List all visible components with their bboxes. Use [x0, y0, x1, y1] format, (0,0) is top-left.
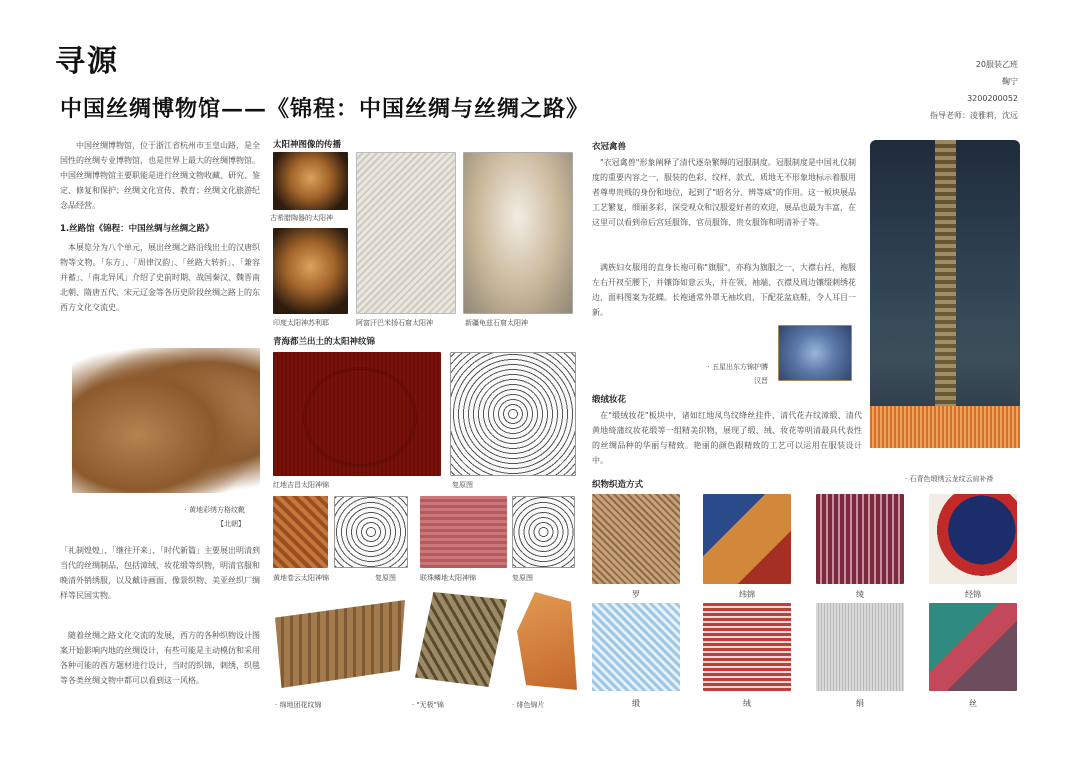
xinjiang-caption: 新疆龟兹石窟太阳神: [465, 319, 528, 327]
weave-jingjin-label: 经锦: [965, 590, 981, 599]
author-info: [930, 56, 1018, 124]
restoration-drawing-image: [450, 352, 576, 476]
intro-paragraph: 中国丝绸博物馆，位于浙江省杭州市玉皇山路，是全国性的丝绸专业博物馆，也是世界上最大的丝绸博物馆。中国丝绸博物馆主要职能是进行丝绸文物收藏、研究、鉴定、修复和保护；丝绸文化宣传、教育；丝绸文化旅游纪念品经营。: [60, 141, 260, 210]
pink-restoration-image: [512, 496, 575, 568]
weave-rong-label: 绒: [743, 699, 751, 708]
india-caption: 印度太阳神苏利耶: [273, 319, 329, 327]
gold-cloud-brocade-image: [273, 496, 328, 568]
robe-image: [870, 140, 1020, 448]
afghan-sun-god-image: [356, 152, 456, 314]
gold-restoration-caption: 复原图: [375, 574, 396, 582]
page-title: 中国丝绸博物馆——《锦程：中国丝绸与丝绸之路》: [60, 96, 590, 122]
student-id: 3200200052: [967, 94, 1018, 103]
fragment-red-image: [517, 592, 577, 690]
weave-weijin-swatch: [703, 494, 791, 584]
gold-brocade-caption: 黄地卷云太阳神锦: [273, 574, 329, 582]
boots-image: [72, 348, 260, 493]
boots-era: 【北朝】: [217, 520, 245, 528]
weave-jingjin-swatch: [929, 494, 1017, 584]
boots-caption: · 黄地彩绣方格纹靴: [184, 506, 245, 514]
paragraph-two: 「礼制煌煌」、「继往开来」、「时代新篇」主要展出明清到当代的丝绸制品，包括漳绒、妆花缎等织物，明清官服和晚清外销绣服，以及戴诗画面、像景织物、美亚丝织厂绸样等民国实物。: [60, 546, 260, 600]
weave-ling-swatch: [816, 494, 904, 584]
pink-brocade-image: [420, 496, 507, 568]
robe-caption: · 石青色缎绣云龙纹云肩补褂: [905, 475, 994, 483]
fragment-wuji-caption: · "无极"锦: [412, 701, 444, 709]
fragment-floral-caption: · 绵地团花纹锦: [275, 701, 322, 709]
pink-brocade-caption: 联珠鳞地太阳神锦: [420, 574, 476, 582]
weave-juan-label: 绢: [856, 699, 864, 708]
afghan-caption: 阿富汗巴米扬石窟太阳神: [356, 319, 433, 327]
satin-heading: 缎绒妆花: [592, 395, 627, 405]
greek-sun-god-image: [273, 152, 348, 210]
qipao-text: 满族妇女服用的直身长袍可称"旗服"，亦称为旗服之一，大襟右衽，袍服左右开衩至腰下，并镶饰如意云头，并在领、袖端、衣襟及周边镶缀刺绣花边，面料图案为花蝶。长袍通常外罩无袖坎肩，下配花盆底鞋，令人耳目一新。: [592, 263, 856, 317]
india-sun-god-image: [273, 228, 348, 314]
restoration-caption: 复原图: [452, 481, 473, 489]
satin-text: 在"缎绒妆花"板块中，诸如红地凤鸟纹绛丝挂件、清代花卉纹漳缎、清代黄地绮蒲纹妆花缎等一组精美织物，展现了缎、绒、妆花等明清最具代表性的丝绸品种的华丽与精致。艳丽的颜色跟精致的工艺可以运用在服装设计中。: [592, 411, 862, 465]
gold-restoration-image: [334, 496, 408, 568]
weave-juan-swatch: [816, 603, 904, 691]
weave-ling-label: 绫: [856, 590, 864, 599]
weave-duan-swatch: [592, 603, 680, 691]
sun-god-heading: 太阳神图像的传播: [273, 140, 342, 150]
weave-si-swatch: [929, 603, 1017, 691]
robe-heading: 衣冠禽兽: [592, 142, 627, 152]
weave-heading: 织物织造方式: [592, 480, 644, 490]
red-brocade-caption: 红地吉昌太阳神锦: [273, 481, 329, 489]
weave-si-label: 丝: [969, 699, 977, 708]
weave-luo-label: 罗: [632, 590, 640, 599]
section-text: 本展览分为八个单元，展出丝绸之路沿线出土的汉唐织物等文物。「东方」、「周律汉韵」、「丝路大转折」、「兼容并蓄」、「南北异风」介绍了史前时期、战国秦汉、魏晋南北朝、隋唐五代、宋元辽金等各历史阶段丝绸之路上的东西方文化交流史。: [60, 243, 260, 312]
fragment-floral-image: [275, 600, 405, 688]
robe-text: "衣冠禽兽"形象阐释了清代逐杂繁缛的冠服制度。冠服制度是中国礼仪制度的重要内容之一，服装的色彩、纹样、款式、质地无不形象地标示着服用者尊卑贵贱的身份和地位，起到了"昭名分、辨等威"的作用。这一板块展品工艺繁复，细丽多彩，深受观众和汉服爱好者的欢迎，展品也最为丰富，在这里可以看到帝后宫廷服饰、官员服饰、贵女服饰和明清补子等。: [592, 158, 856, 227]
weave-luo-swatch: [592, 494, 680, 584]
brand-title: 寻源: [55, 44, 119, 79]
advisors: 指导老师：凌雅莉，沈远: [930, 111, 1018, 120]
pink-restoration-caption: 复原图: [512, 574, 533, 582]
armband-era: 汉晋: [754, 377, 768, 385]
fragment-red-caption: · 绯色锦片: [512, 701, 545, 709]
armband-caption: · 五星出东方锦护膊: [707, 363, 768, 371]
red-sun-god-brocade-image: [273, 352, 441, 476]
weave-duan-label: 缎: [632, 699, 640, 708]
student-name: 鞠宁: [1002, 77, 1018, 86]
qinghai-heading: 青海都兰出土的太阳神纹锦: [273, 337, 376, 347]
weave-weijin-label: 纬锦: [739, 590, 755, 599]
greek-caption: 古希腊陶器的太阳神: [270, 214, 333, 222]
class-label: 20服装乙班: [975, 60, 1018, 69]
xinjiang-sun-god-image: [463, 152, 573, 314]
armband-image: [778, 325, 852, 381]
paragraph-three: 随着丝绸之路文化交流的发展，西方的各种织物设计图案开始影响内地的丝绸设计，有些可能是主动模仿和采用各种可能的西方题材进行设计，当时的织锦，刺绣，织毯等各类丝绸文物中都可以看到这一风格。: [60, 631, 260, 685]
fragment-wuji-image: [415, 592, 507, 687]
weave-rong-swatch: [703, 603, 791, 691]
section-heading: 1.丝路馆《锦程：中国丝绸与丝绸之路》: [60, 224, 214, 234]
